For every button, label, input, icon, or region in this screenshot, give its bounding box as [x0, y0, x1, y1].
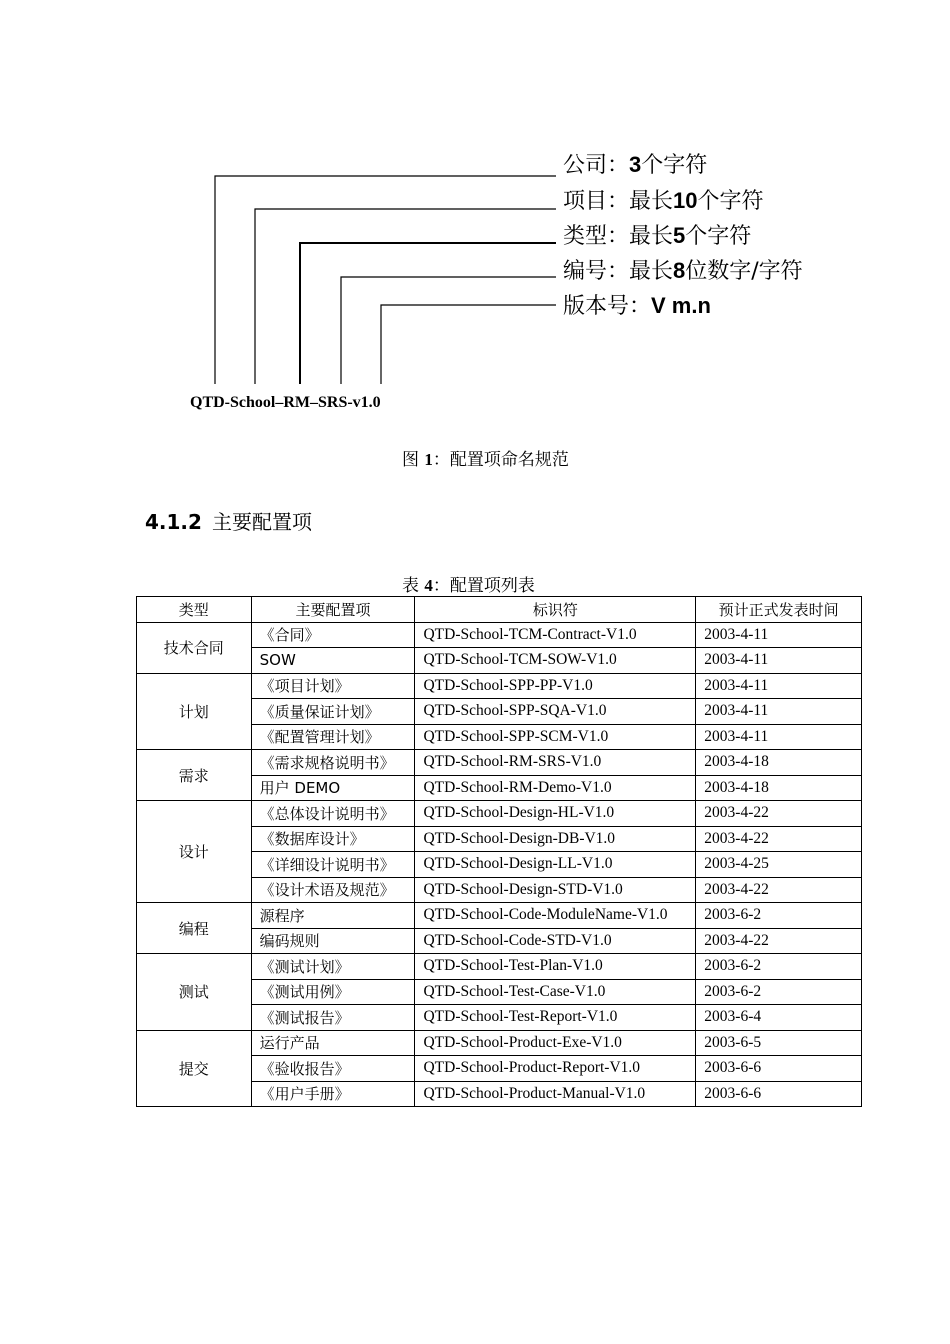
cell-type: 需求: [137, 750, 252, 801]
cell-date: 2003-6-6: [696, 1056, 862, 1082]
cell-date: 2003-6-6: [696, 1081, 862, 1107]
header-type: 类型: [137, 597, 252, 623]
cell-identifier: QTD-School-RM-SRS-V1.0: [415, 750, 696, 776]
cell-identifier: QTD-School-Test-Plan-V1.0: [415, 954, 696, 980]
bracket-line-company: [215, 176, 556, 384]
cell-date: 2003-4-18: [696, 775, 862, 801]
cell-identifier: QTD-School-Product-Exe-V1.0: [415, 1030, 696, 1056]
label-version: 版本号：V m.n: [563, 293, 711, 319]
cell-item: 《总体设计说明书》: [251, 801, 415, 827]
naming-example-code: QTD-School–RM–SRS-v1.0: [190, 394, 381, 411]
table-row: [137, 1030, 862, 1056]
label-type: 类型：最长5个字符: [563, 223, 752, 249]
cell-type: 技术合同: [137, 622, 252, 673]
cell-identifier: QTD-School-SPP-SQA-V1.0: [415, 699, 696, 725]
table-row: [137, 673, 862, 699]
cell-identifier: QTD-School-TCM-Contract-V1.0: [415, 622, 696, 648]
cell-identifier: QTD-School-Design-HL-V1.0: [415, 801, 696, 827]
cell-item: 《配置管理计划》: [251, 724, 415, 750]
table-row: [137, 801, 862, 827]
cell-identifier: QTD-School-Design-DB-V1.0: [415, 826, 696, 852]
table-caption: 表 4：配置项列表: [402, 576, 535, 596]
cell-identifier: QTD-School-Test-Report-V1.0: [415, 1005, 696, 1031]
table-body: [137, 622, 862, 1107]
cell-item: 《合同》: [251, 622, 415, 648]
cell-identifier: QTD-School-Test-Case-V1.0: [415, 979, 696, 1005]
config-items-table: [136, 596, 862, 1107]
cell-identifier: QTD-School-Design-STD-V1.0: [415, 877, 696, 903]
cell-date: 2003-4-11: [696, 673, 862, 699]
cell-type: 提交: [137, 1030, 252, 1107]
cell-identifier: QTD-School-Product-Manual-V1.0: [415, 1081, 696, 1107]
cell-item: 源程序: [251, 903, 415, 929]
table-row: [137, 622, 862, 648]
section-title: 主要配置项: [211, 510, 312, 534]
section-number: 4.1.2: [145, 510, 202, 534]
cell-item: 编码规则: [251, 928, 415, 954]
section-heading: [145, 506, 312, 535]
cell-item: 运行产品: [251, 1030, 415, 1056]
cell-identifier: QTD-School-Code-STD-V1.0: [415, 928, 696, 954]
bracket-line-number: [341, 277, 556, 384]
cell-identifier: QTD-School-Product-Report-V1.0: [415, 1056, 696, 1082]
cell-item: 用户 DEMO: [251, 775, 415, 801]
cell-item: 《测试用例》: [251, 979, 415, 1005]
cell-date: 2003-6-5: [696, 1030, 862, 1056]
table-row: [137, 903, 862, 929]
table-header-row: [137, 597, 862, 623]
cell-identifier: QTD-School-SPP-SCM-V1.0: [415, 724, 696, 750]
cell-type: 计划: [137, 673, 252, 750]
cell-item: SOW: [251, 648, 415, 674]
cell-item: 《数据库设计》: [251, 826, 415, 852]
figure-caption: 图 1：配置项命名规范: [402, 450, 569, 470]
cell-date: 2003-4-11: [696, 724, 862, 750]
cell-identifier: QTD-School-Code-ModuleName-V1.0: [415, 903, 696, 929]
cell-date: 2003-4-22: [696, 801, 862, 827]
cell-identifier: QTD-School-RM-Demo-V1.0: [415, 775, 696, 801]
header-date: 预计正式发表时间: [696, 597, 862, 623]
table-row: [137, 750, 862, 776]
table-row: [137, 954, 862, 980]
cell-identifier: QTD-School-SPP-PP-V1.0: [415, 673, 696, 699]
cell-item: 《设计术语及规范》: [251, 877, 415, 903]
bracket-line-type: [300, 243, 556, 384]
cell-identifier: QTD-School-TCM-SOW-V1.0: [415, 648, 696, 674]
cell-item: 《验收报告》: [251, 1056, 415, 1082]
cell-date: 2003-6-2: [696, 979, 862, 1005]
bracket-lines: [0, 0, 950, 400]
cell-type: 测试: [137, 954, 252, 1031]
cell-date: 2003-4-11: [696, 622, 862, 648]
cell-date: 2003-4-11: [696, 699, 862, 725]
cell-date: 2003-4-25: [696, 852, 862, 878]
cell-date: 2003-4-22: [696, 928, 862, 954]
label-project: 项目：最长10个字符: [563, 188, 764, 214]
label-number: 编号：最长8位数字/字符: [563, 258, 803, 284]
cell-item: 《用户手册》: [251, 1081, 415, 1107]
bracket-line-version: [381, 305, 556, 384]
header-identifier: 标识符: [415, 597, 696, 623]
cell-item: 《项目计划》: [251, 673, 415, 699]
header-item: 主要配置项: [251, 597, 415, 623]
cell-identifier: QTD-School-Design-LL-V1.0: [415, 852, 696, 878]
cell-date: 2003-4-22: [696, 877, 862, 903]
cell-item: 《测试报告》: [251, 1005, 415, 1031]
cell-date: 2003-4-18: [696, 750, 862, 776]
cell-date: 2003-6-4: [696, 1005, 862, 1031]
cell-item: 《测试计划》: [251, 954, 415, 980]
cell-date: 2003-4-11: [696, 648, 862, 674]
cell-type: 编程: [137, 903, 252, 954]
cell-date: 2003-6-2: [696, 954, 862, 980]
cell-date: 2003-6-2: [696, 903, 862, 929]
cell-type: 设计: [137, 801, 252, 903]
cell-item: 《详细设计说明书》: [251, 852, 415, 878]
cell-item: 《需求规格说明书》: [251, 750, 415, 776]
cell-date: 2003-4-22: [696, 826, 862, 852]
label-company: 公司：3个字符: [563, 152, 708, 178]
cell-item: 《质量保证计划》: [251, 699, 415, 725]
